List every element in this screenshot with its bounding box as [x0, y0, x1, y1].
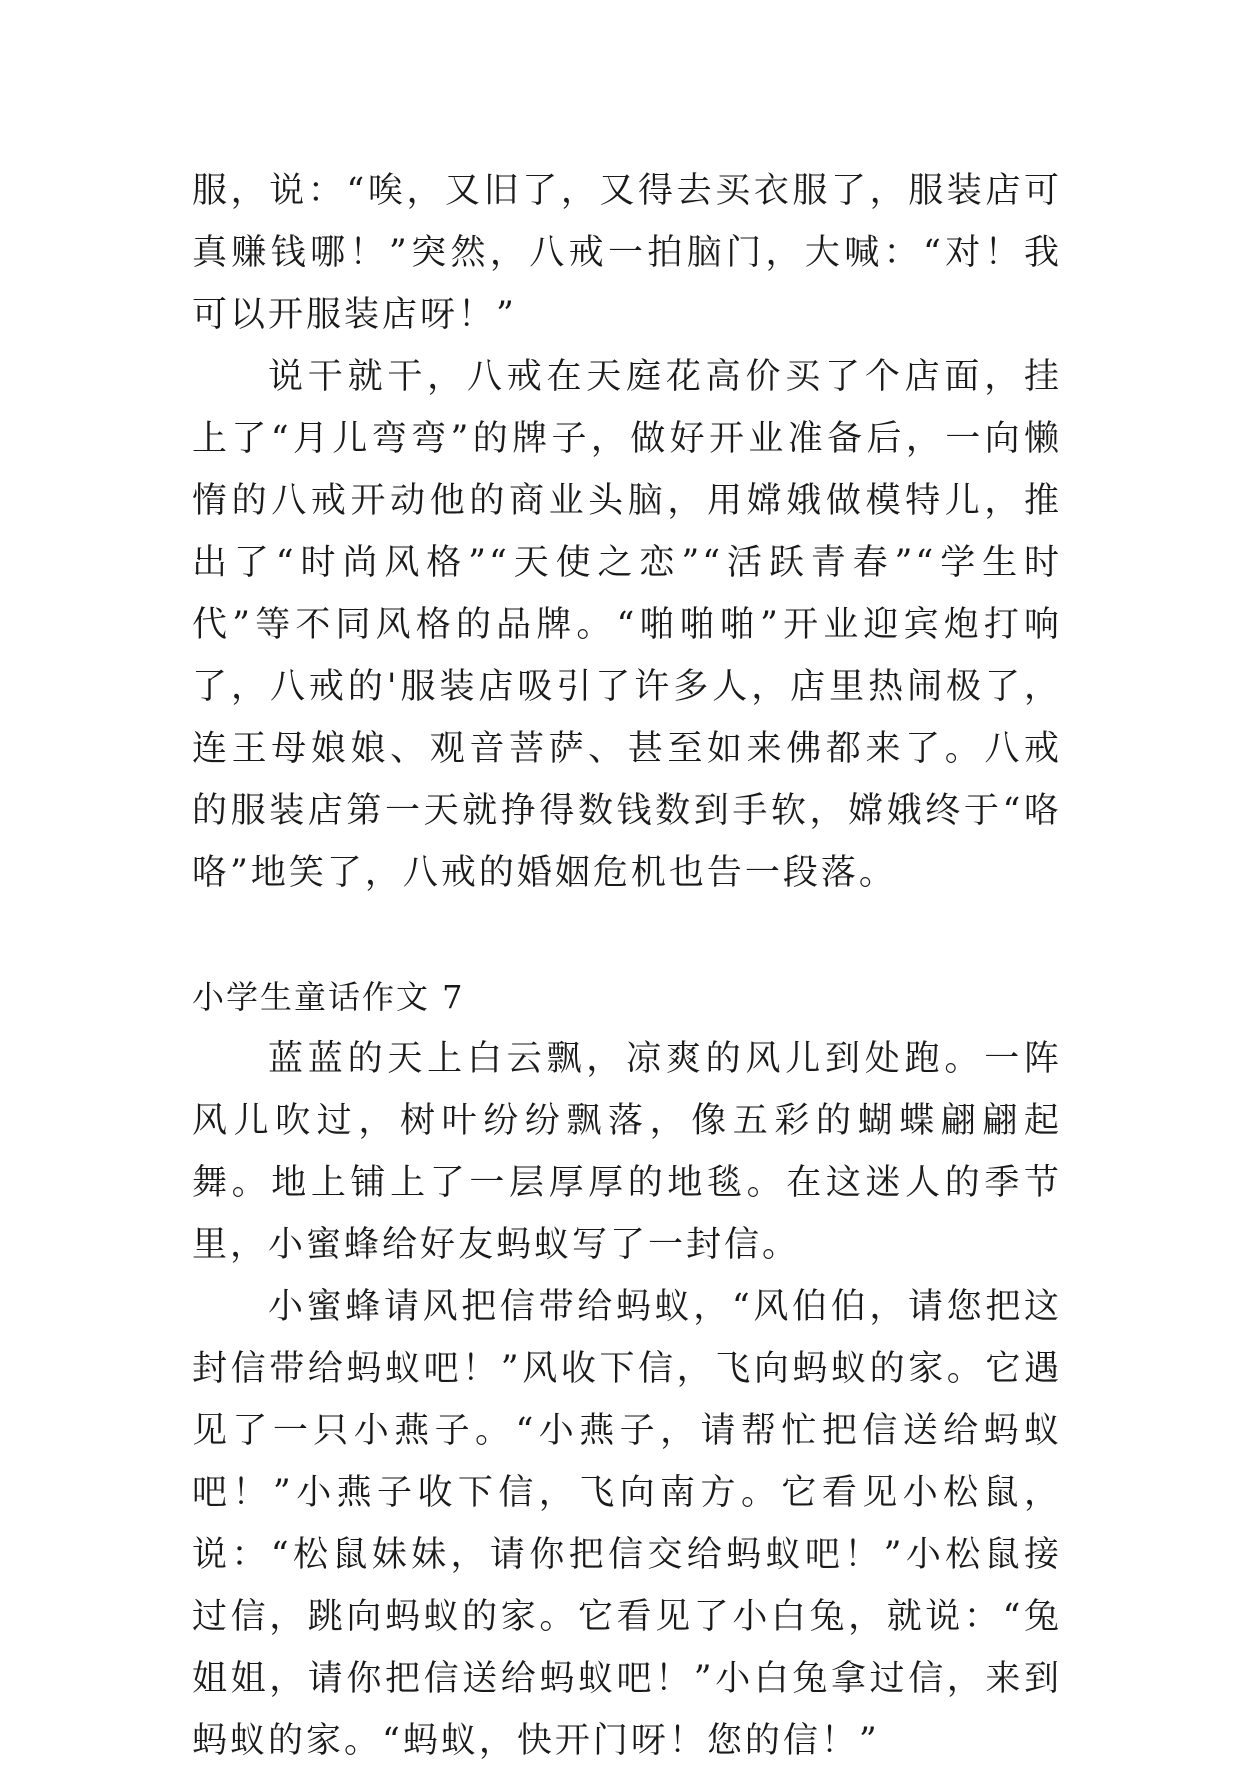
section-title: 小学生童话作文 7: [192, 978, 465, 1016]
paragraph-letter-delivery: 小蜜蜂请风把信带给蚂蚁，“风伯伯，请您把这封信带给蚂蚁吧！”风收下信，飞向蚂蚁的家。它遇见了一只小燕子。“小燕子，请帮忙把信送给蚂蚁吧！”小燕子收下信，飞向南方。它看见小松鼠，说：“松鼠妹妹，请你把信交给蚂蚁吧！”小松鼠接过信，跳向蚂蚁的家。它看见了小白兔，就说：“兔姐姐，请你把信送给蚂蚁吧！”小白兔拿过信，来到蚂蚁的家。“蚂蚁，快开门呀！您的信！”: [192, 1287, 1062, 1761]
document-page: [192, 160, 1062, 1772]
paragraph-autumn: 蓝蓝的天上白云飘，凉爽的风儿到处跑。一阵风儿吹过，树叶纷纷飘落，像五彩的蝴蝶翩翩起舞。地上铺上了一层厚厚的地毯。在这迷人的季节里，小蜜蜂给好友蚂蚁写了一封信。: [192, 1039, 1062, 1265]
paragraph-clothing-store: 说干就干，八戒在天庭花高价买了个店面，挂上了“月儿弯弯”的牌子，做好开业准备后，一向懒惰的八戒开动他的商业头脑，用嫦娥做模特儿，推出了“时尚风格”“天使之恋”“活跃青春”“学生时代”等不同风格的品牌。“啪啪啪”开业迎宾炮打响了，八戒的'服装店吸引了许多人，店里热闹极了，连王母娘娘、观音菩萨、甚至如来佛都来了。八戒的服装店第一天就挣得数钱数到手软，嫦娥终于“咯咯”地笑了，八戒的婚姻危机也告一段落。: [192, 357, 1062, 893]
paragraph-continued: 服，说：“唉，又旧了，又得去买衣服了，服装店可真赚钱哪！”突然，八戒一拍脑门，大喊：“对！我可以开服装店呀！”: [192, 171, 1062, 335]
section-spacer: [192, 904, 1062, 966]
